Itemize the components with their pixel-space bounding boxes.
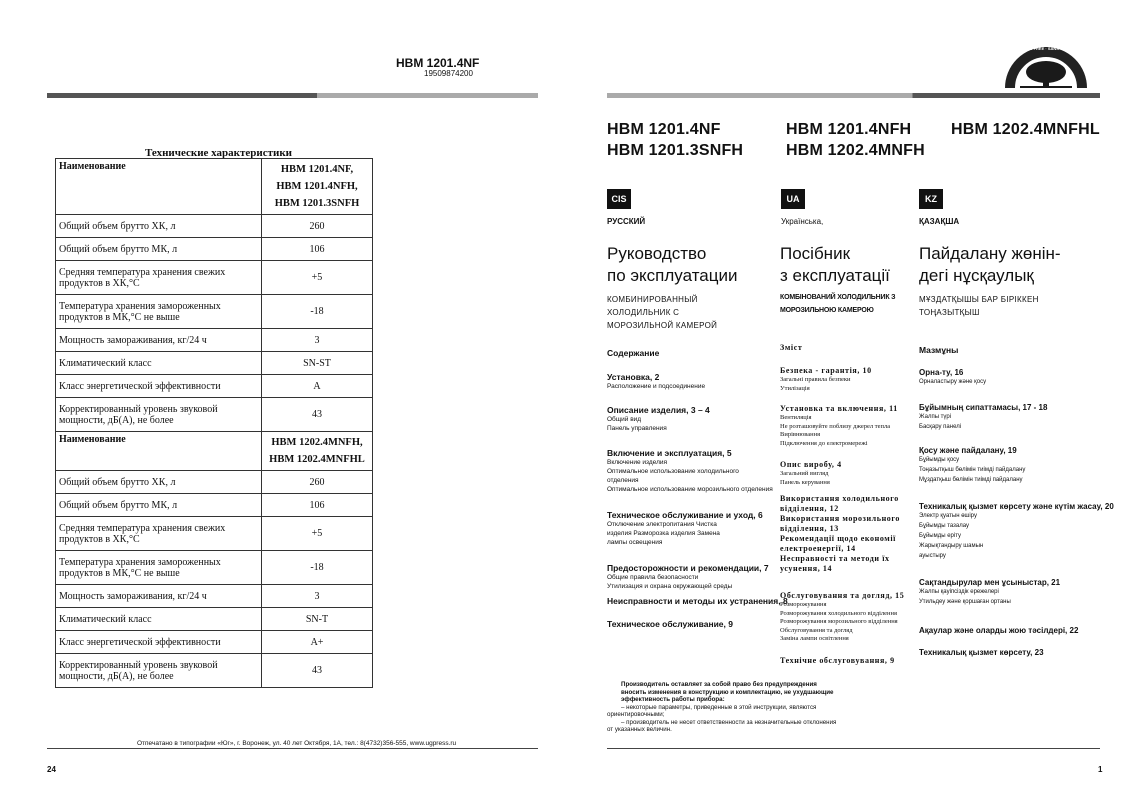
spec-label: Общий объем брутто МК, л (56, 238, 262, 261)
toc-subitem: Жарықтандыру шамын (919, 543, 984, 549)
toc-item: Технічне обслуговування, 9 (780, 656, 895, 665)
manual-subtitle (607, 293, 717, 332)
table-row (56, 215, 373, 238)
toc-item: Неисправности и методы их устранения, 8 (607, 596, 788, 606)
subtitle-line: МОРОЗИЛЬНОЙ КАМЕРОЙ (607, 321, 718, 330)
contents-heading: Содержание (607, 348, 660, 358)
toc-subitem: Бұйымды еріту (919, 533, 962, 539)
left-header-bar (47, 93, 538, 98)
lang-name: РУССКИЙ (607, 217, 646, 226)
toc-item: Несправності та методи їх усунення, 14 (780, 554, 890, 573)
toc-item: Описание изделия, 3 – 4 (607, 405, 710, 415)
lang-name: Українська, (781, 217, 824, 226)
contents-heading: Мазмұны (919, 345, 959, 355)
toc-item: Включение и эксплуатация, 5 (607, 448, 732, 458)
toc-subitem: Тоңазытқыш бөлімін тиімді пайдалану (919, 467, 1026, 473)
subtitle-line: КОМБИНИРОВАННЫЙ (607, 295, 698, 304)
toc-subitem: Расположение и подсоединение (607, 383, 706, 390)
toc-subitem: Оптимальное использование холодильного (607, 468, 739, 475)
toc-kz (919, 578, 1060, 607)
model-title: HBM 1201.4NFH (786, 121, 912, 138)
toc-subitem: Загальний вигляд (780, 470, 829, 477)
model-title: HBM 1201.3SNFH (607, 142, 744, 159)
model-name: HBM 1201.4NF, (280, 164, 354, 175)
toc-item: Ақаулар және оларды жою тәсілдері, 22 (919, 626, 1079, 635)
manual-title-line: Руководство (607, 244, 707, 263)
footer-divider (47, 748, 538, 749)
spec-value: 106 (262, 238, 373, 261)
toc-subitem: Утилізація (780, 384, 810, 392)
spec-label: Общий объем брутто ХК, л (56, 471, 262, 494)
spec-value: +5 (262, 517, 373, 551)
spec-label: Класс энергетической эффективности (56, 375, 262, 398)
manual-title-line: Посібник (780, 244, 851, 263)
toc-ru (607, 510, 763, 547)
page-number: 24 (47, 765, 56, 774)
table-row (56, 608, 373, 631)
toc-subitem: Орналастыру және қосу (919, 379, 987, 385)
toc-subitem: Підключення до електромережі (780, 439, 868, 447)
left-page-model: HBM 1201.4NF (396, 56, 480, 70)
spec-value: 43 (262, 654, 373, 688)
spec-value: 260 (262, 215, 373, 238)
toc-ru (607, 448, 773, 494)
table-row (56, 295, 373, 329)
spec-label: Корректированный уровень звуковой мощности, дБ(А), не более (56, 398, 262, 432)
model-name: HBM 1202.4MNFH, (271, 437, 363, 448)
toc-item: Рекомендації щодо економії електроенергії, 14 (780, 534, 896, 553)
toc-subitem: Розморожування (780, 601, 827, 608)
model-name: HBM 1201.4NFH, (276, 181, 358, 192)
lang-name: ҚАЗАҚША (919, 217, 960, 226)
toc-ua (780, 404, 898, 448)
toc-subitem: изделия Разморозка изделия Замена (607, 530, 720, 537)
table-header-models (262, 159, 373, 215)
spec-label: Общий объем брутто ХК, л (56, 215, 262, 238)
disclaimer-line: – некоторые параметры, приведенные в этой инструкции, являются ориентировочными; (607, 703, 817, 718)
toc-item: Техническое обслуживание и уход, 6 (607, 510, 763, 520)
footer-divider (607, 748, 1100, 749)
table-row (56, 471, 373, 494)
table-header-row (56, 432, 373, 471)
manual-subtitle (780, 291, 895, 317)
toc-subitem: Жалпы қауіпсіздік ережелері (919, 589, 999, 595)
lang-badge-kz: KZ (919, 189, 943, 209)
model-title: HBM 1201.4NF (607, 121, 721, 138)
printer-footer: Отпечатано в типографии «Юг», г. Воронеж, ул. 40 лет Октября, 1А, тел.: 8(4732)356-555, www.ugpress.ru (137, 740, 457, 747)
toc-kz (919, 446, 1025, 485)
logo-text: SENZA CFC · CFC FREE · SANS CFC · FCKW FREI (997, 46, 1095, 51)
cfc-free-logo (997, 42, 1095, 90)
manual-title-line: дегі нұсқаулық (919, 266, 1034, 285)
toc-item: Обслуговування та догляд, 15 (780, 591, 905, 600)
spec-label: Температура хранения замороженных продуктов в МК,°С не выше (56, 551, 262, 585)
table-header-models (262, 432, 373, 471)
manual-subtitle (919, 293, 1039, 319)
toc-subitem: Панель керування (780, 478, 830, 486)
toc-subitem: лампы освещения (607, 539, 663, 546)
toc-item: Қосу және пайдалану, 19 (919, 446, 1017, 455)
subtitle-line: ХОЛОДИЛЬНИК С (607, 308, 680, 317)
toc-subitem: Электр қуатын өшіру (919, 513, 977, 519)
spec-value: -18 (262, 295, 373, 329)
table-row (56, 398, 373, 432)
toc-ru (607, 372, 705, 391)
manual-title (607, 243, 737, 287)
disclaimer-line: – производитель не несет ответственности за незначительные отклонения от указанных величин. (607, 718, 837, 733)
manual-title-line: по эксплуатации (607, 266, 738, 285)
spec-label: Мощность замораживания, кг/24 ч (56, 585, 262, 608)
spec-value: A+ (262, 631, 373, 654)
toc-subitem: Не розташовуйте поблизу джерел тепла (780, 422, 891, 430)
toc-subitem: Заміна лампи освітлення (780, 635, 849, 642)
toc-subitem: Утильдеу және қоршаған ортаны (919, 599, 1011, 605)
left-page-code: 19509874200 (424, 69, 473, 78)
subtitle-line: МҰЗДАТҚЫШЫ БАР БІРІККЕН (919, 295, 1039, 304)
toc-item: Бұйымның сипаттамасы, 17 - 18 (919, 403, 1048, 412)
model-name: HBM 1202.4MNFHL (269, 454, 365, 465)
toc-subitem: Включение изделия (607, 459, 668, 466)
spec-label: Средняя температура хранения свежих продуктов в ХК,°С (56, 261, 262, 295)
toc-item: Безпека - гарантія, 10 (780, 366, 872, 375)
spec-label: Температура хранения замороженных продуктов в МК,°С не выше (56, 295, 262, 329)
toc-subitem: Бұйымды қосу (919, 457, 960, 463)
specs-table (55, 158, 373, 688)
manual-title-line: з експлуатації (780, 266, 890, 285)
toc-subitem: Общие правила безопасности (607, 574, 699, 581)
toc-ua (780, 494, 910, 574)
spec-value: -18 (262, 551, 373, 585)
toc-ua (780, 591, 904, 644)
toc-ua (780, 366, 872, 393)
toc-item: Сақтандырулар мен ұсыныстар, 21 (919, 578, 1061, 587)
model-title: HBM 1202.4MNFHL (951, 121, 1100, 138)
spec-value: 260 (262, 471, 373, 494)
spec-value: +5 (262, 261, 373, 295)
toc-ru (607, 405, 710, 433)
table-header-label: Наименование (56, 159, 262, 215)
toc-ru (607, 563, 769, 591)
toc-item: Предосторожности и рекомендации, 7 (607, 563, 769, 573)
spec-label: Мощность замораживания, кг/24 ч (56, 329, 262, 352)
toc-subitem: Басқару панелі (919, 424, 962, 430)
spec-label: Климатический класс (56, 352, 262, 375)
manual-title (780, 243, 890, 287)
page-number: 1 (1098, 765, 1103, 774)
table-row (56, 375, 373, 398)
subtitle-line: МОРОЗИЛЬНОЮ КАМЕРОЮ (780, 307, 874, 314)
spec-value: A (262, 375, 373, 398)
toc-item: Установка та включення, 11 (780, 404, 898, 413)
toc-item: Використання холодильного відділення, 12 (780, 494, 899, 513)
table-row (56, 551, 373, 585)
table-row (56, 654, 373, 688)
toc-subitem: ауыстыру (919, 553, 946, 559)
toc-item: Техническое обслуживание, 9 (607, 619, 733, 629)
toc-subitem: Обслуговування та догляд (780, 626, 853, 634)
toc-subitem: Мұздатқыш бөлімін тиімді пайдалану (919, 477, 1023, 483)
spec-value: 3 (262, 585, 373, 608)
subtitle-line: КОМБІНОВАНИЙ ХОЛОДИЛЬНИК З (780, 294, 896, 301)
table-row (56, 238, 373, 261)
spec-value: SN-ST (262, 352, 373, 375)
toc-item: Опис виробу, 4 (780, 460, 842, 469)
table-row (56, 631, 373, 654)
toc-subitem: Жалпы түрі (919, 414, 952, 420)
contents-heading: Зміст (780, 343, 803, 352)
toc-subitem: Оптимальное использование морозильного отделения (607, 486, 773, 493)
toc-ua (780, 460, 842, 487)
table-row (56, 261, 373, 295)
toc-subitem: Загальні правила безпеки (780, 376, 851, 383)
spec-label: Климатический класс (56, 608, 262, 631)
toc-subitem: Общий вид (607, 416, 642, 423)
toc-subitem: Вентиляція (780, 414, 812, 421)
spec-value: 43 (262, 398, 373, 432)
toc-subitem: Отключение электропитания Чистка (607, 521, 717, 528)
toc-subitem: Вирівнювання (780, 431, 821, 438)
spec-value: 106 (262, 494, 373, 517)
spec-label: Средняя температура хранения свежих продуктов в ХК,°С (56, 517, 262, 551)
table-header-label: Наименование (56, 432, 262, 471)
manufacturer-disclaimer (607, 681, 837, 734)
table-row (56, 517, 373, 551)
toc-subitem: Розморожування холодильного відділення (780, 609, 898, 617)
model-title: HBM 1202.4MNFH (786, 142, 925, 159)
table-row (56, 329, 373, 352)
toc-item: Техникалық қызмет көрсету және күтім жасау, 20 (919, 502, 1114, 511)
toc-item: Орна-ту, 16 (919, 368, 964, 377)
toc-subitem: Панель управления (607, 425, 667, 432)
table-header-row (56, 159, 373, 215)
toc-kz (919, 502, 1114, 561)
toc-subitem: отделения (607, 477, 639, 484)
disclaimer-bold: Производитель оставляет за собой право без предупреждения вносить изменения в конструкцию и комплектацию, не ухудшающие эффективность работы прибора: (621, 681, 834, 703)
toc-kz (919, 403, 1047, 432)
table-row (56, 352, 373, 375)
manual-title (919, 243, 1061, 287)
toc-subitem: Бұйымды тазалау (919, 523, 970, 529)
toc-subitem: Розморожування морозильного відділення (780, 618, 898, 625)
lang-badge-ua: UA (781, 189, 805, 209)
spec-label: Общий объем брутто МК, л (56, 494, 262, 517)
specs-table-title: Технические характеристики (145, 147, 293, 159)
spec-label: Корректированный уровень звуковой мощности, дБ(А), не более (56, 654, 262, 688)
spec-label: Класс энергетической эффективности (56, 631, 262, 654)
toc-item: Установка, 2 (607, 372, 660, 382)
table-row (56, 585, 373, 608)
toc-item: Використання морозильного відділення, 13 (780, 514, 901, 533)
subtitle-line: ТОҢАЗЫТҚЫШ (919, 308, 980, 317)
table-row (56, 494, 373, 517)
lang-badge-cis: CIS (607, 189, 631, 209)
right-header-bar (607, 93, 1100, 98)
toc-kz (919, 368, 986, 387)
toc-subitem: Утилизация и охрана окружающей среды (607, 583, 733, 590)
model-name: HBM 1201.3SNFH (274, 198, 360, 209)
manual-title-line: Пайдалану жөнін- (919, 244, 1061, 263)
spec-value: 3 (262, 329, 373, 352)
spec-value: SN-T (262, 608, 373, 631)
toc-item: Техникалық қызмет көрсету, 23 (919, 648, 1044, 657)
